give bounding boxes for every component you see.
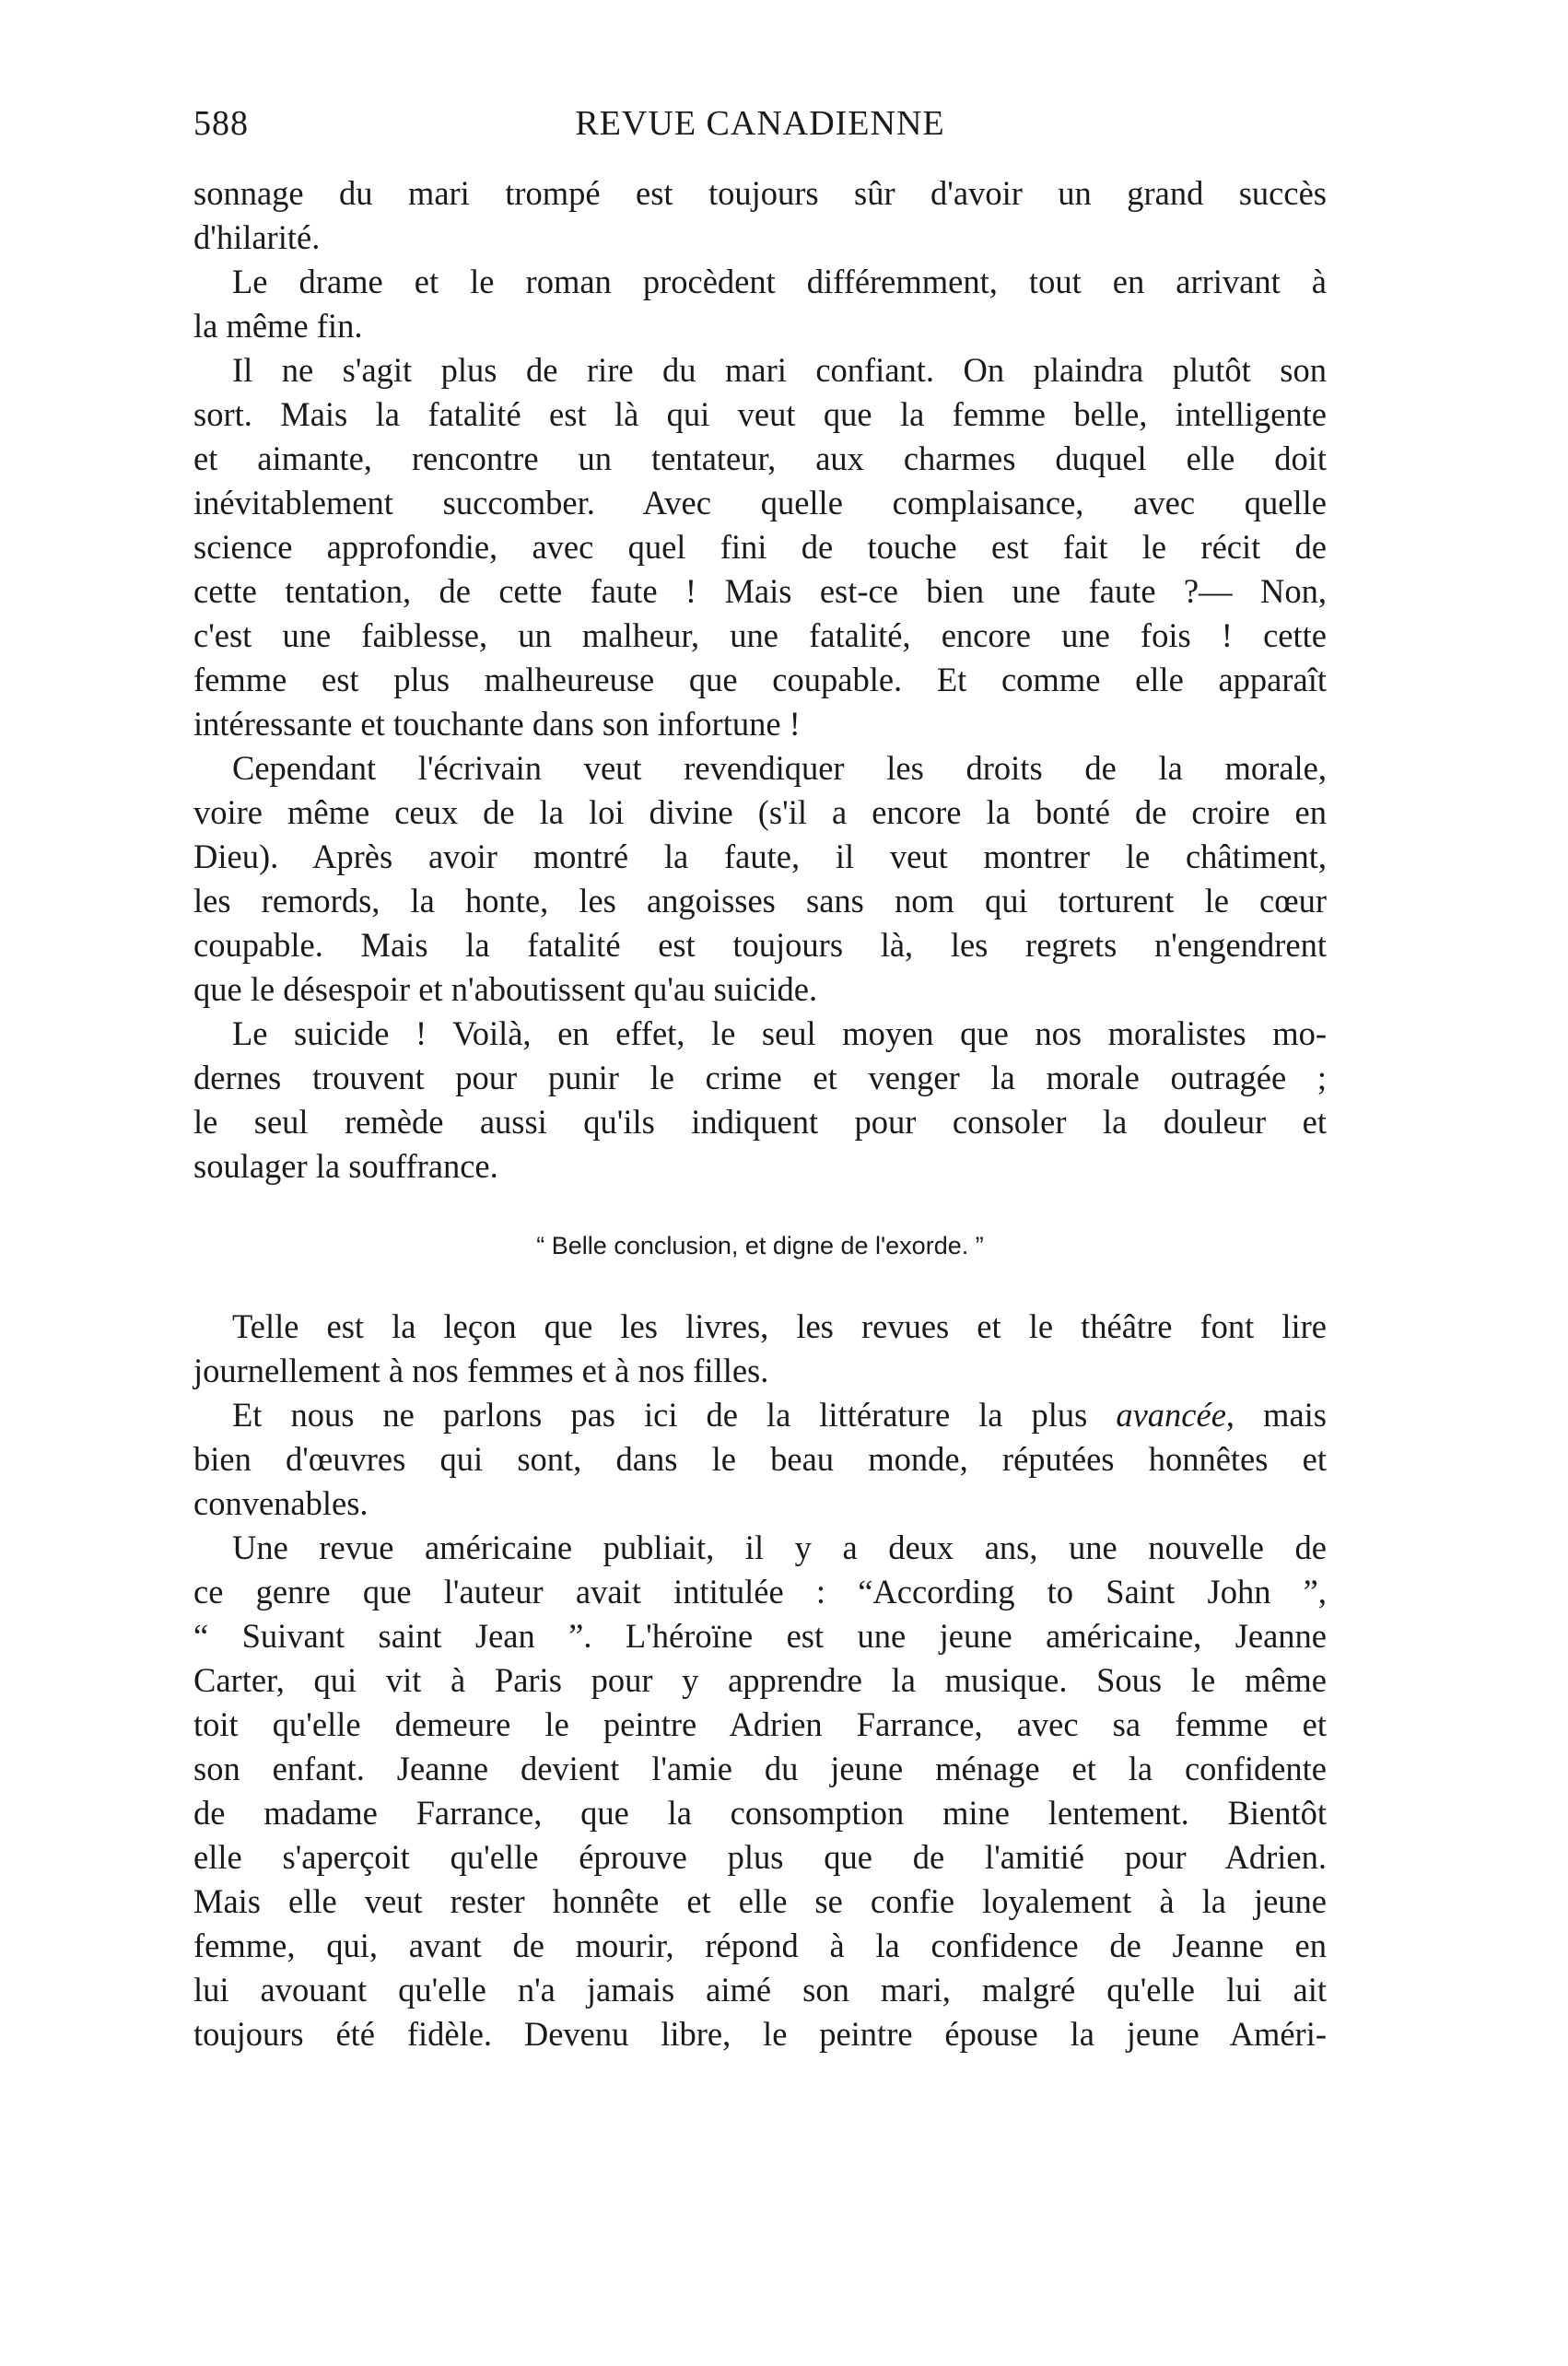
text-line: que le désespoir et n'aboutissent qu'au suicide. [193,970,818,1008]
body-text [193,171,1327,2056]
text-line: inévitablement succomber. Avec quelle complaisance, avec quelle [193,484,1327,521]
text-line: c'est une faiblesse, un malheur, une fatalité, encore une fois ! cette [193,616,1327,654]
text-line: d'hilarité. [193,218,321,256]
text-line: elle s'aperçoit qu'elle éprouve plus que de l'amitié pour Adrien. [193,1838,1327,1876]
text-line: toit qu'elle demeure le peintre Adrien Farrance, avec sa femme et [193,1705,1327,1743]
text-line: Carter, qui vit à Paris pour y apprendre la musique. Sous le même [193,1661,1327,1699]
text-line: dernes trouvent pour punir le crime et venger la morale outragée ; [193,1059,1327,1096]
text-line: voire même ceux de la loi divine (s'il a encore la bonté de croire en [193,793,1327,831]
journal-title: REVUE CANADIENNE [575,104,945,143]
text-line: ce genre que l'auteur avait intitulée : “According to Saint John ”, [193,1573,1327,1611]
text-line: “ Suivant saint Jean ”. L'héroïne est une jeune américaine, Jeanne [193,1617,1327,1655]
paragraph [193,1305,1327,1393]
text-line: les remords, la honte, les angoisses sans nom qui torturent le cœur [193,882,1327,919]
paragraph [193,260,1327,348]
text-line: journellement à nos femmes et à nos filles. [193,1352,769,1389]
text-line: le seul remède aussi qu'ils indiquent pour consoler la douleur et [193,1103,1327,1141]
text-line: intéressante et touchante dans son infortune ! [193,705,801,743]
page-number: 588 [193,104,249,143]
text-line: de madame Farrance, que la consomption mine lentement. Bientôt [193,1794,1327,1832]
text-line [193,1393,1327,1437]
text-line: convenables. [193,1484,369,1522]
text-line: Mais elle veut rester honnête et elle se confie loyalement à la jeune [193,1882,1327,1920]
text-line: Cependant l'écrivain veut revendiquer les droits de la morale, [232,749,1327,787]
text-line: soulager la souffrance. [193,1147,498,1185]
paragraph [193,171,1327,260]
text-line: cette tentation, de cette faute ! Mais est-ce bien une faute ?— Non, [193,572,1327,610]
italic-word: avancée [1116,1396,1226,1434]
quotation: “ Belle conclusion, et digne de l'exorde. ” [536,1232,984,1259]
paragraph [193,348,1327,746]
text-line: coupable. Mais la fatalité est toujours là, les regrets n'engendrent [193,926,1327,964]
text-line: Dieu). Après avoir montré la faute, il veut montrer le châtiment, [193,837,1327,875]
text-line: Le suicide ! Voilà, en effet, le seul moyen que nos moralistes mo- [232,1014,1327,1052]
paragraph [193,1526,1327,2056]
paragraph [193,746,1327,1012]
text-line: et aimante, rencontre un tentateur, aux charmes duquel elle doit [193,439,1327,477]
running-head [193,100,1327,147]
text-line: Telle est la leçon que les livres, les revues et le théâtre font lire [232,1307,1327,1345]
text-line: sort. Mais la fatalité est là qui veut que la femme belle, intelligente [193,395,1327,433]
text-line: Une revue américaine publiait, il y a deux ans, une nouvelle de [232,1529,1327,1566]
text-line: sonnage du mari trompé est toujours sûr d'avoir un grand succès [193,174,1327,212]
text-line: Il ne s'agit plus de rire du mari confiant. On plaindra plutôt son [232,351,1327,389]
text-line: science approfondie, avec quel fini de touche est fait le récit de [193,528,1327,566]
text-run: , mais [1225,1396,1327,1434]
text-line: femme, qui, avant de mourir, répond à la confidence de Jeanne en [193,1927,1327,1964]
text-line: femme est plus malheureuse que coupable. Et comme elle apparaît [193,661,1327,698]
text-line: son enfant. Jeanne devient l'amie du jeune ménage et la confidente [193,1750,1327,1787]
paragraph [193,1012,1327,1189]
text-line: Le drame et le roman procèdent différemment, tout en arrivant à [232,263,1327,300]
paragraph [193,1393,1327,1526]
text-line: la même fin. [193,307,363,345]
text-line: toujours été fidèle. Devenu libre, le peintre épouse la jeune Améri- [193,2015,1327,2053]
text-run: Et nous ne parlons pas ici de la littérature la plus [232,1396,1117,1434]
text-line: lui avouant qu'elle n'a jamais aimé son mari, malgré qu'elle lui ait [193,1971,1327,2009]
text-line: bien d'œuvres qui sont, dans le beau monde, réputées honnêtes et [193,1440,1327,1478]
